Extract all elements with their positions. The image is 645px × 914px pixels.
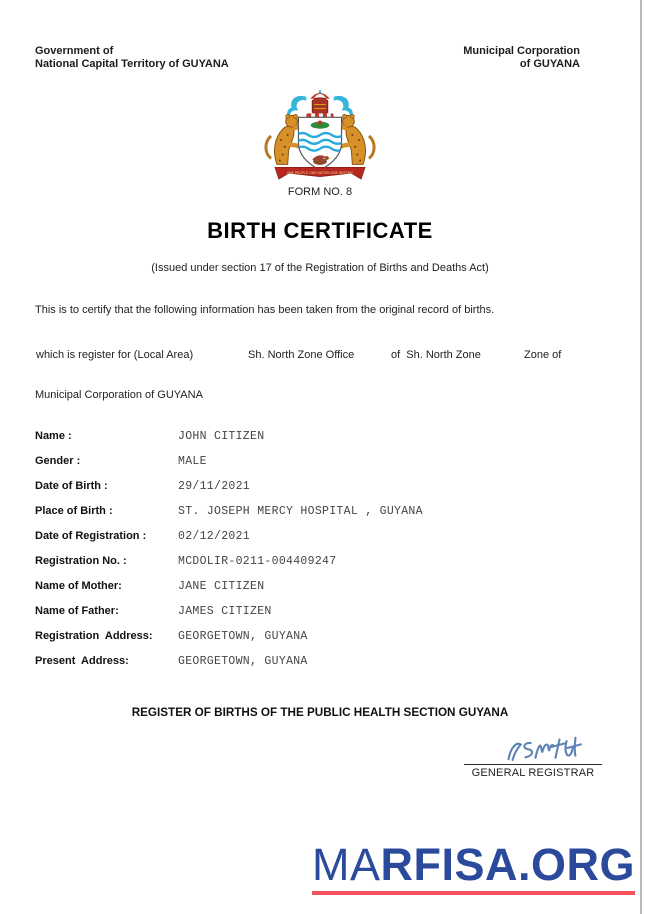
register-line-prefix: which is register for (Local Area) (36, 349, 194, 361)
emblem-motto: ONE PEOPLE ONE NATION ONE DESTINY (286, 170, 354, 175)
field-row-date-of-birth (35, 480, 595, 505)
field-label: Name : (35, 430, 72, 442)
register-area-line (0, 349, 645, 363)
register-line-suffix: Zone of (524, 349, 562, 361)
guyana-coat-of-arms-icon (261, 86, 379, 182)
field-label: Registration Address: (35, 630, 153, 642)
field-value: GEORGETOWN, GUYANA (178, 630, 308, 643)
issuer-left-line1: Government of (35, 45, 114, 57)
field-value: JOHN CITIZEN (178, 430, 265, 443)
field-value: JAMES CITIZEN (178, 605, 272, 618)
issuer-right-line2: of GUYANA (519, 58, 580, 70)
field-label: Gender : (35, 455, 81, 467)
field-value: JANE CITIZEN (178, 580, 265, 593)
field-value: MCDOLIR-0211-004409247 (178, 555, 337, 568)
register-zone-value: of Sh. North Zone (391, 349, 481, 361)
field-row-date-of-registration (35, 530, 595, 555)
field-label: Date of Registration : (35, 530, 147, 542)
register-footer-heading: REGISTER OF BIRTHS OF THE PUBLIC HEALTH SECTION GUYANA (131, 706, 509, 719)
brand-underline (312, 891, 635, 895)
issuer-right-line1: Municipal Corporation (463, 45, 580, 57)
field-label: Place of Birth : (35, 505, 113, 517)
field-value: GEORGETOWN, GUYANA (178, 655, 308, 668)
field-row-name (35, 430, 595, 455)
field-row-registration-no (35, 555, 595, 580)
field-row-father (35, 605, 595, 630)
field-row-gender (35, 455, 595, 480)
certify-statement: This is to certify that the following information has been taken from the original record of births. (35, 304, 495, 316)
brand-name-bold: RFISA.ORG (380, 839, 635, 890)
signature-role: GENERAL REGISTRAR (471, 767, 595, 779)
field-value: 29/11/2021 (178, 480, 251, 493)
field-value: MALE (178, 455, 207, 468)
certificate-fields (35, 430, 595, 680)
field-label: Name of Father: (35, 605, 119, 617)
field-row-mother (35, 580, 595, 605)
issuer-right (463, 45, 580, 71)
brand-watermark (311, 839, 635, 895)
field-row-place-of-birth (35, 505, 595, 530)
registrar-signature (504, 734, 596, 764)
page-subtitle: (Issued under section 17 of the Registration of Births and Deaths Act) (151, 262, 489, 274)
brand-name-light: MA (311, 839, 381, 890)
corporation-line: Municipal Corporation of GUYANA (35, 389, 203, 401)
signature-block (464, 734, 602, 779)
field-row-registration-address (35, 630, 595, 655)
form-number: FORM NO. 8 (287, 186, 353, 198)
field-label: Present Address: (35, 655, 129, 667)
field-label: Registration No. : (35, 555, 127, 567)
page-title: BIRTH CERTIFICATE (207, 218, 433, 243)
field-label: Date of Birth : (35, 480, 108, 492)
field-value: ST. JOSEPH MERCY HOSPITAL , GUYANA (178, 505, 423, 518)
page-edge-line (640, 0, 642, 914)
issuer-left (35, 45, 229, 71)
field-value: 02/12/2021 (178, 530, 251, 543)
register-office-value: Sh. North Zone Office (248, 349, 355, 361)
coat-of-arms (0, 86, 640, 187)
field-label: Name of Mother: (35, 580, 122, 592)
field-row-present-address (35, 655, 595, 680)
issuer-left-line2: National Capital Territory of GUYANA (35, 58, 229, 70)
brand-name (311, 839, 635, 890)
